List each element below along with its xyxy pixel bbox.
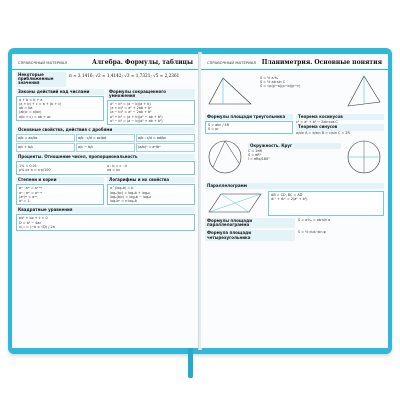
parallelogram-diagram bbox=[205, 190, 265, 216]
powers-box bbox=[16, 184, 104, 205]
triangle-area-line: S = ½ a·hₐ bbox=[260, 76, 279, 80]
powers-line: aⁿ · aᵐ = aⁿ⁺ᵐ bbox=[19, 186, 43, 191]
circle-line: C = 2πR bbox=[248, 149, 262, 154]
triangle-inscribed-diagram bbox=[342, 72, 384, 110]
parallelogram-line: AB = CD, BC = AD bbox=[271, 193, 303, 198]
left-page-header bbox=[12, 58, 199, 70]
parallelogram-title: Параллелограмм bbox=[205, 183, 384, 189]
percent-section bbox=[16, 154, 195, 176]
constants-values: π ≈ 3,1416; √2 ≈ 1,4142; √3 ≈ 1,7321; √5 ≈ 2,2361 bbox=[69, 73, 180, 78]
laws-line: (a + b) + c = a + (b + c) bbox=[19, 102, 62, 107]
circle-line: S = πR² bbox=[248, 153, 261, 158]
right-page-title: Планиметрия. Основные понятия bbox=[261, 59, 382, 67]
fraction-cell: a/b : c/d = ad/bc bbox=[136, 134, 195, 142]
parallelogram-line: d₁² + d₂² = 2(a² + b²) bbox=[271, 197, 308, 202]
log-line: logₐ(bc) = logₐb + logₐc bbox=[110, 190, 151, 195]
laws-box bbox=[16, 96, 104, 121]
powers-line: a⁰ = 1 bbox=[19, 199, 30, 204]
abbrev-line: (a + b)² = a² + 2ab + b² bbox=[110, 106, 152, 111]
abbrev-title: Формулы сокращенного умножения bbox=[107, 89, 195, 99]
fraction-cell: (a/b)ⁿ = aⁿ/bⁿ bbox=[136, 143, 195, 151]
fraction-cell: a/c − b/c bbox=[76, 143, 135, 151]
laws-line: a + b = b + a bbox=[19, 97, 43, 102]
abbrev-line: a³ + b³ = (a + b)(a² − ab + b²) bbox=[110, 114, 163, 119]
abbrev-line: (a − b)² = a² − 2ab + b² bbox=[110, 110, 152, 115]
triangle-area-line: S = ½ ab·sin C bbox=[260, 80, 286, 85]
log-line: logₐ(b/c) = logₐb − logₐc bbox=[110, 194, 152, 199]
quadratic-line: D = b² − 4ac bbox=[19, 220, 42, 225]
para-area-section bbox=[205, 218, 384, 228]
quadratic-line: ax² + bx + c = 0 bbox=[19, 216, 48, 221]
quad-area-line: S = ½ d₁d₂·sin φ bbox=[298, 230, 326, 235]
laws-line: ab = ba bbox=[19, 106, 33, 111]
fraction-cell: a/b = ac/bc bbox=[16, 134, 75, 142]
circle-angles-diagram bbox=[205, 137, 245, 177]
triangle-area-line: S = √p(p−a)(p−b)(p−c) bbox=[260, 84, 301, 89]
sine-title: Теорема синусов bbox=[296, 124, 384, 130]
percent-title: Проценты. Отношение чисел, пропорциональность bbox=[16, 154, 195, 160]
triangle-area-line: S = abc / 4R bbox=[208, 123, 230, 128]
circle-chord-diagram bbox=[344, 137, 384, 177]
circle-title: Окружность. Круг bbox=[248, 143, 341, 149]
powers-title: Степени и корни bbox=[16, 177, 104, 183]
left-page bbox=[12, 54, 199, 348]
log-box bbox=[107, 184, 195, 205]
laws-line: (ab)c = a(bc) bbox=[19, 110, 42, 115]
percent-line: ad = bc bbox=[107, 168, 121, 173]
percent-line: 1% = 0,01 bbox=[19, 163, 37, 168]
powers-log-row bbox=[16, 177, 195, 205]
triangle-area-title: Формулы площади треугольника bbox=[205, 114, 293, 120]
para-area-title: Формулы площади параллелограмма bbox=[205, 218, 295, 228]
cosine-line: c² = a² + b² − 2ab·cos C bbox=[296, 120, 338, 125]
quadratic-title: Квадратные уравнения bbox=[16, 207, 195, 213]
right-header-label: СПРАВОЧНЫЙ МАТЕРИАЛ bbox=[207, 61, 257, 66]
percent-box bbox=[16, 161, 195, 175]
triangle-area-box bbox=[205, 121, 293, 133]
percent-line: a : b = c : d bbox=[107, 163, 127, 168]
log-line: a^(logₐb) = b bbox=[110, 186, 134, 191]
parallelogram-box bbox=[268, 191, 384, 216]
fractions-section bbox=[16, 127, 195, 152]
circle-row bbox=[205, 137, 384, 181]
laws-abbrev-row bbox=[16, 89, 195, 125]
constants-section bbox=[16, 72, 195, 87]
abbrev-line: a² − b² = (a − b)(a + b) bbox=[110, 102, 151, 107]
fraction-cell: a/c + b/c bbox=[16, 143, 75, 151]
left-header-label: СПРАВОЧНЫЙ МАТЕРИАЛ bbox=[18, 61, 68, 66]
right-page-header bbox=[201, 58, 388, 70]
para-area-line: S = a·hₐ = ab·sin α bbox=[298, 218, 331, 223]
fraction-cell: a/b · c/d = ac/bd bbox=[76, 134, 135, 142]
powers-line: aⁿ : aᵐ = aⁿ⁻ᵐ bbox=[19, 190, 43, 195]
right-page bbox=[201, 54, 388, 348]
abbrev-box bbox=[107, 100, 195, 125]
laws-title: Законы действий над числами bbox=[16, 89, 104, 95]
log-title: Логарифмы и их свойства bbox=[107, 177, 195, 183]
quad-area-title: Формула площади четырехугольника bbox=[205, 230, 295, 240]
fractions-title: Основные свойства, действия с дробями bbox=[16, 127, 195, 133]
quadratic-line: x₁,₂ = (−b ± √D) / 2a bbox=[19, 224, 55, 229]
sine-line: a/sin A = b/sin B = c/sin C = 2R bbox=[296, 130, 350, 135]
quad-area-section bbox=[205, 230, 384, 240]
triangle-diagram bbox=[205, 72, 257, 110]
cosine-title: Теорема косинусов bbox=[296, 114, 384, 120]
left-page-title: Алгебра. Формулы, таблицы bbox=[92, 59, 193, 67]
powers-line: (aⁿ)ᵐ = aⁿᵐ bbox=[19, 194, 38, 199]
quadratic-section bbox=[16, 207, 195, 231]
abbrev-line: a³ − b³ = (a − b)(a² + ab + b²) bbox=[110, 118, 163, 123]
triangle-area-line: S = pr bbox=[208, 127, 219, 132]
bookmark-ribbon bbox=[188, 348, 193, 378]
log-line: logₐbⁿ = n·logₐb bbox=[110, 199, 137, 204]
area-theorems-row bbox=[205, 114, 384, 135]
constants-title: Некоторые приближенные значения bbox=[16, 72, 66, 87]
circle-line: l = πRα/180° bbox=[248, 157, 270, 162]
laws-line: a(b + c) = ab + ac bbox=[19, 114, 51, 119]
quadratic-box bbox=[16, 214, 195, 231]
triangle-figures-row bbox=[205, 72, 384, 112]
parallelogram-section bbox=[205, 183, 384, 216]
percent-line: p% от a = a·p/100 bbox=[19, 168, 51, 173]
